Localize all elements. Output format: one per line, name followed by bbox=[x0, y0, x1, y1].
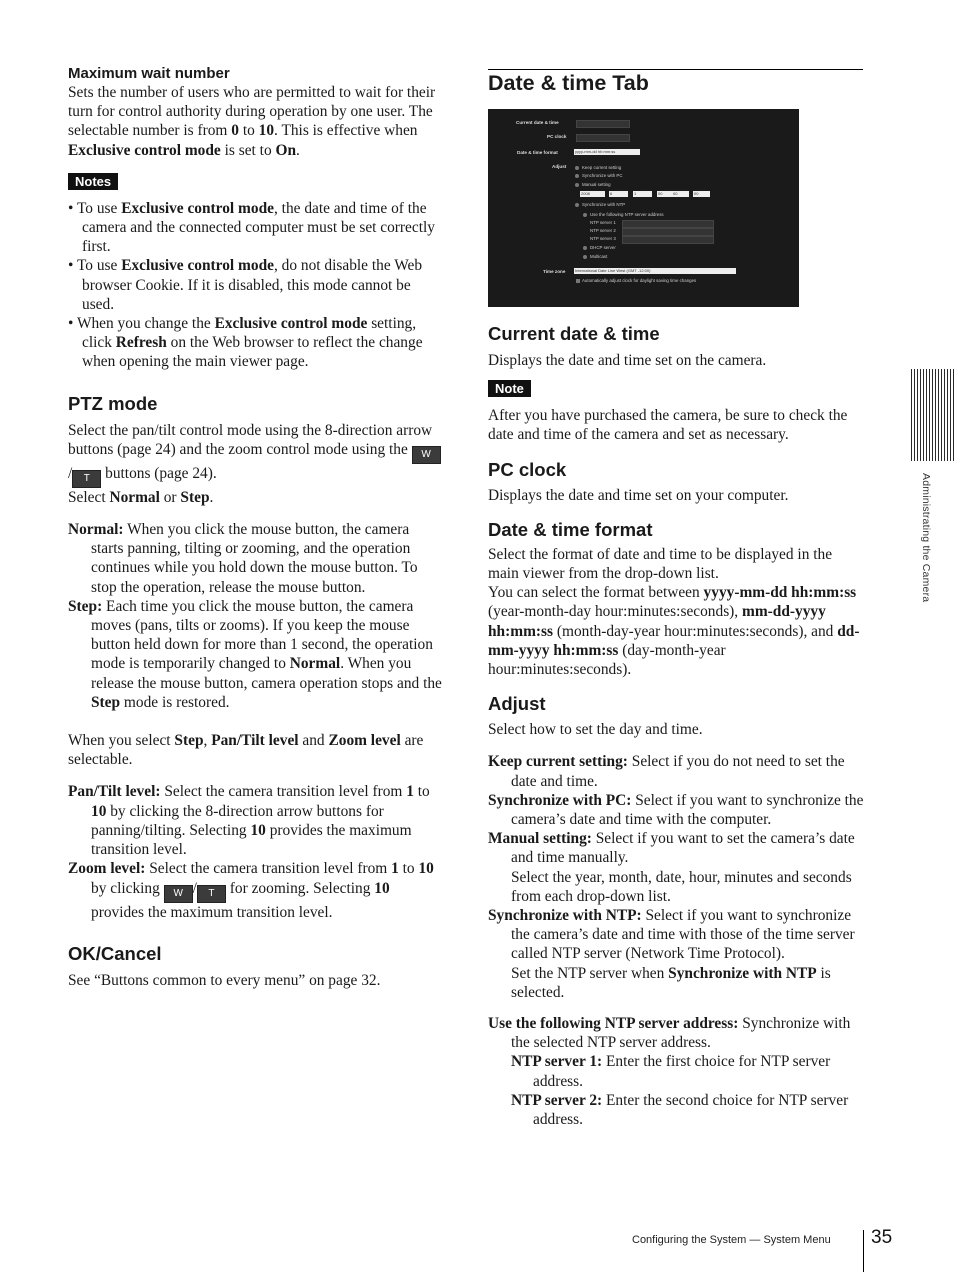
shot-dhcp: DHCP server bbox=[590, 245, 616, 250]
ok-cancel-text: See “Buttons common to every menu” on page 32. bbox=[68, 971, 381, 989]
manual-setting-def: Manual setting: Select if you want to set the camera’s date and time manually. bbox=[488, 830, 855, 867]
current-date-time-text: Displays the date and time set on the camera. bbox=[488, 352, 767, 369]
ntp-server-1-def: NTP server 1: Enter the first choice for NTP server address. bbox=[511, 1053, 831, 1090]
shot-current-label: Current date & time bbox=[516, 120, 559, 125]
shot-pc-field bbox=[576, 134, 630, 142]
shot-radio bbox=[575, 174, 579, 178]
use-following-ntp-def: Use the following NTP server address: Synchronize with the selected NTP server address. bbox=[488, 1015, 851, 1052]
zoom-wide-button: W bbox=[412, 446, 441, 464]
max-wait-text: Sets the number of users who are permitted to wait for their turn for control authority during operation by one user. The selectable number is from 0 to 10. This is effective when Exclusive control mode is set to On. bbox=[68, 84, 436, 159]
shot-pc-label: PC clock bbox=[547, 134, 567, 139]
shot-radio bbox=[583, 255, 587, 259]
format-text-1: Select the format of date and time to be displayed in the main viewer from the drop-down list. bbox=[488, 545, 833, 583]
shot-sync-pc: Synchronize with PC bbox=[582, 173, 623, 178]
note-badge: Note bbox=[488, 380, 531, 397]
adjust-heading: Adjust bbox=[488, 693, 546, 715]
shot-year: 2008 bbox=[580, 191, 605, 197]
shot-use-following: Use the following NTP server address bbox=[590, 212, 664, 217]
pan-tilt-level-def: Pan/Tilt level: Select the camera transition level from 1 to 10 by clicking the 8-direction arrow buttons for panning/tilting. Selecting 10 provides the maximum transition level. bbox=[68, 783, 430, 859]
shot-month: 6 bbox=[609, 191, 628, 197]
left-column bbox=[68, 64, 442, 990]
ptz-intro: Select the pan/tilt control mode using the 8-direction arrow buttons (page 24) and the zoom control mode using the W/ T buttons (page 24). bbox=[68, 421, 442, 488]
shot-hour: 00 bbox=[657, 191, 676, 197]
shot-multicast: Multicast bbox=[590, 254, 608, 259]
step-selectable: When you select Step, Pan/Tilt level and Zoom level are selectable. bbox=[68, 732, 424, 769]
right-column bbox=[488, 322, 864, 1129]
note-item: • To use Exclusive control mode, do not disable the Web browser Cookie. If it is disabled, this mode cannot be used. bbox=[68, 257, 423, 313]
manual-setting-detail: Select the year, month, date, hour, minutes and seconds from each drop-down list. bbox=[511, 868, 852, 905]
shot-radio bbox=[575, 183, 579, 187]
pc-clock-heading: PC clock bbox=[488, 458, 567, 480]
zoom-level-def: Zoom level: Select the camera transition level from 1 to 10 by clicking W / T for zooming. Selecting 10 provides the maximum transition level. bbox=[68, 860, 434, 921]
zoom-tele-button: T bbox=[72, 470, 101, 488]
note-text: After you have purchased the camera, be sure to check the date and time of the camera and set as necessary. bbox=[488, 407, 848, 444]
shot-manual: Manual setting bbox=[582, 182, 611, 187]
ptz-mode-heading: PTZ mode bbox=[68, 392, 158, 414]
footer-divider bbox=[863, 1230, 864, 1272]
shot-day: 1 bbox=[633, 191, 652, 197]
shot-radio bbox=[583, 213, 587, 217]
shot-ntp3-field bbox=[622, 236, 714, 244]
ntp-server-2-def: NTP server 2: Enter the second choice for NTP server address. bbox=[511, 1091, 849, 1129]
zoom-wide-button: W bbox=[164, 885, 193, 903]
sync-pc-def: Synchronize with PC: Select if you want to synchronize the camera’s date and time with the computer. bbox=[488, 791, 864, 829]
notes-badge: Notes bbox=[68, 173, 118, 190]
date-time-tab-screenshot bbox=[488, 109, 799, 307]
shot-ntp3: NTP server 3 bbox=[590, 236, 616, 241]
shot-radio bbox=[575, 203, 579, 207]
shot-checkbox bbox=[576, 279, 580, 283]
ok-cancel-heading: OK/Cancel bbox=[68, 942, 162, 964]
shot-current-field bbox=[576, 120, 630, 128]
shot-format-select: yyyy-mm-dd hh:mm:ss bbox=[574, 149, 640, 155]
side-section-label: Administrating the Camera bbox=[920, 473, 932, 603]
shot-keep: Keep current setting bbox=[582, 165, 622, 170]
shot-radio bbox=[583, 246, 587, 250]
shot-ntp2: NTP server 2 bbox=[590, 228, 616, 233]
max-wait-heading: Maximum wait number bbox=[68, 65, 230, 82]
sync-ntp-def: Synchronize with NTP: Select if you want to synchronize the camera’s date and time with those of the time server called NTP server (Network Time Protocol). bbox=[488, 907, 855, 963]
shot-format-label: Date & time format bbox=[517, 150, 558, 155]
adjust-intro: Select how to set the day and time. bbox=[488, 721, 703, 739]
date-time-format-heading: Date & time format bbox=[488, 518, 653, 540]
shot-tz-label: Time zone bbox=[543, 269, 566, 274]
zoom-tele-button: T bbox=[197, 885, 226, 903]
shot-min: 00 bbox=[672, 191, 689, 197]
current-date-time-heading: Current date & time bbox=[488, 323, 660, 344]
step-def: Step: Each time you click the mouse button, the camera moves (pans, tilts or zooms). If you keep the mouse button held down for more than 1 second, the operation mode is temporarily changed to Normal. When you release the mouse button, camera operation stops and the Step mode is restored. bbox=[68, 597, 442, 711]
page-title: Date & time Tab bbox=[488, 71, 649, 95]
side-thumb-tab bbox=[911, 369, 954, 461]
shot-adjust-label: Adjust bbox=[552, 164, 567, 169]
keep-current-def: Keep current setting: Select if you do not need to set the date and time. bbox=[488, 753, 845, 790]
shot-ntp1: NTP server 1 bbox=[590, 220, 616, 225]
shot-sec: 00 bbox=[693, 191, 710, 197]
shot-radio bbox=[575, 166, 579, 170]
format-text-2: You can select the format between yyyy-mm-dd hh:mm:ss (year-month-day hour:minutes:seconds), mm-dd-yyyy hh:mm:ss (month-day-year hour:minutes:seconds), and dd-mm-yyyy hh:mm:ss (day-month-year hour:minutes:seconds). bbox=[488, 584, 860, 679]
footer-section-title: Configuring the System — System Menu bbox=[632, 1234, 831, 1246]
note-item: • To use Exclusive control mode, the date and time of the camera and the connected computer must be set correctly first. bbox=[68, 199, 435, 256]
pc-clock-text: Displays the date and time set on your computer. bbox=[488, 486, 789, 504]
notes-list bbox=[68, 199, 442, 372]
sync-ntp-detail: Set the NTP server when Synchronize with NTP is selected. bbox=[511, 964, 831, 1001]
note-item: • When you change the Exclusive control mode setting, click Refresh on the Web browser to reflect the change when opening the main viewer page. bbox=[68, 315, 423, 371]
shot-ntp2-field bbox=[622, 228, 714, 236]
shot-dst: Automatically adjust clock for daylight saving time changes bbox=[582, 278, 697, 283]
ptz-select: Select Normal or Step. bbox=[68, 488, 214, 506]
shot-ntp1-field bbox=[622, 220, 714, 228]
shot-tz-select: International Date Line West (GMT -12:00) bbox=[574, 268, 736, 274]
normal-def: Normal: When you click the mouse button, the camera starts panning, tilting or zooming, and the operation continues while you hold down the mouse button. To stop the operation, release the mouse button. bbox=[68, 521, 418, 596]
shot-sync-ntp: Synchronize with NTP bbox=[582, 202, 626, 207]
page-number: 35 bbox=[871, 1227, 893, 1248]
